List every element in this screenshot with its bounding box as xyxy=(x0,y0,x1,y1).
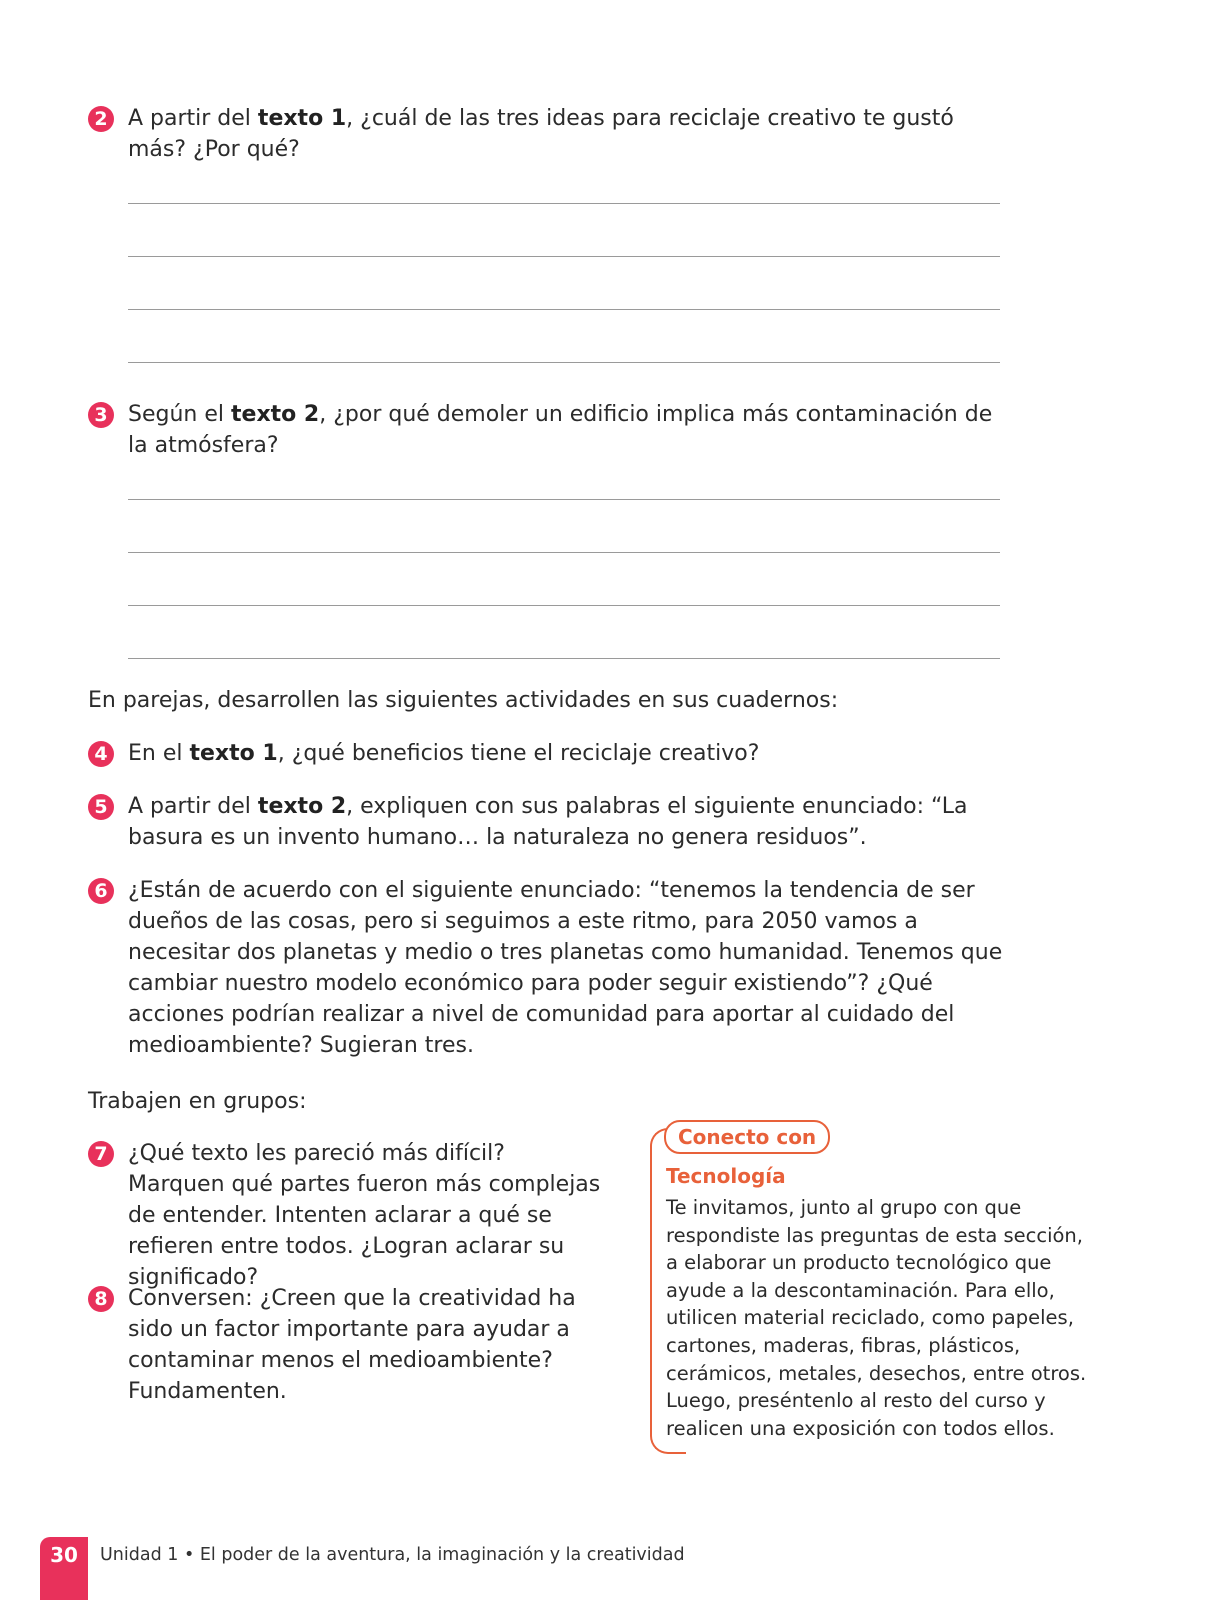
question-text: En el texto 1, ¿qué beneficios tiene el reciclaje creativo? xyxy=(128,741,760,766)
question-4 xyxy=(88,738,1008,769)
question-number-badge: 5 xyxy=(88,794,114,820)
text-reference: texto 1 xyxy=(257,106,347,131)
question-3 xyxy=(88,399,1008,461)
question-2 xyxy=(88,103,1008,165)
groups-instruction: Trabajen en grupos: xyxy=(88,1089,307,1114)
question-text: Conversen: ¿Creen que la creatividad ha sido un factor importante para ayudar a contaminar menos el medioambiente? Fundamenten. xyxy=(128,1286,576,1404)
text-reference: texto 2 xyxy=(257,794,347,819)
text-reference: texto 2 xyxy=(231,402,320,427)
question-text: Según el texto 2, ¿por qué demoler un edificio implica más contaminación de la atmósfera? xyxy=(128,402,993,458)
conecto-body: Te invitamos, junto al grupo con que respondiste las preguntas de esta sección, a elaborar un producto tecnológico que ayude a la descontaminación. Para ello, utilicen material reciclado, como papeles, cartones, maderas, fibras, plásticos, cerámicos, metales, desechos, entre otros. Luego, preséntenlo al resto del curso y realicen una exposición con todos ellos. xyxy=(666,1196,1087,1440)
conecto-subject: Tecnología xyxy=(666,1164,786,1188)
question-8 xyxy=(88,1283,608,1407)
answer-line[interactable] xyxy=(128,552,1000,553)
page-number: 30 xyxy=(40,1537,88,1600)
answer-line[interactable] xyxy=(128,256,1000,257)
question-number-badge: 8 xyxy=(88,1286,114,1312)
question-text: A partir del texto 2, expliquen con sus palabras el siguiente enunciado: “La basura es un invento humano… la naturaleza no genera residuos”. xyxy=(128,794,968,850)
question-text: A partir del texto 1, ¿cuál de las tres ideas para reciclaje creativo te gustó más? ¿Por qué? xyxy=(128,106,954,162)
question-7 xyxy=(88,1138,608,1293)
conecto-con-box xyxy=(650,1120,1090,1452)
question-number-badge: 7 xyxy=(88,1141,114,1167)
question-text: ¿Están de acuerdo con el siguiente enunciado: “tenemos la tendencia de ser dueños de las cosas, pero si seguimos a este ritmo, para 2050 vamos a necesitar dos planetas y medio o tres planetas como humanidad. Tenemos que cambiar nuestro modelo económico para poder seguir existiendo”? ¿Qué acciones podrían realizar a nivel de comunidad para aportar al cuidado del medioambiente? Sugieran tres. xyxy=(128,878,1003,1058)
question-number-badge: 6 xyxy=(88,878,114,904)
question-number-badge: 3 xyxy=(88,402,114,428)
answer-line[interactable] xyxy=(128,605,1000,606)
conecto-label: Conecto con xyxy=(664,1120,830,1154)
answer-line[interactable] xyxy=(128,309,1000,310)
answer-lines-q2[interactable] xyxy=(128,203,1000,415)
unit-title: Unidad 1 • El poder de la aventura, la imaginación y la creatividad xyxy=(100,1545,685,1565)
question-number-badge: 4 xyxy=(88,741,114,767)
answer-line[interactable] xyxy=(128,499,1000,500)
text-reference: texto 1 xyxy=(189,741,278,766)
question-6 xyxy=(88,875,1008,1061)
question-5 xyxy=(88,791,1008,853)
question-text: ¿Qué texto les pareció más difícil? Marquen qué partes fueron más complejas de entender. Intenten aclarar a qué se refieren entre todos. ¿Logran aclarar su significado? xyxy=(128,1141,601,1290)
answer-line[interactable] xyxy=(128,658,1000,659)
answer-lines-q3[interactable] xyxy=(128,499,1000,711)
pairs-instruction: En parejas, desarrollen las siguientes actividades en sus cuadernos: xyxy=(88,688,839,713)
answer-line[interactable] xyxy=(128,203,1000,204)
answer-line[interactable] xyxy=(128,362,1000,363)
question-number-badge: 2 xyxy=(88,106,114,132)
